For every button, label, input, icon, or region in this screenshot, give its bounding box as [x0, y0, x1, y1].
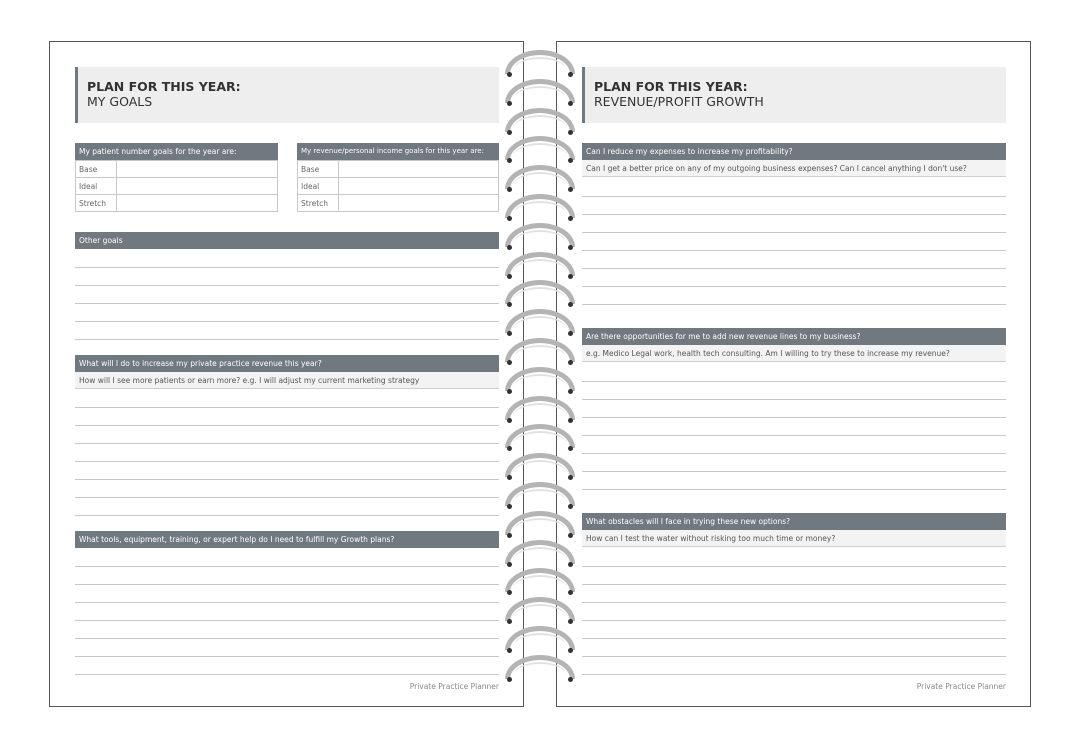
binding-hole	[507, 101, 512, 106]
right-title-sub: REVENUE/PROFIT GROWTH	[594, 94, 764, 109]
writing-line[interactable]	[582, 214, 1006, 215]
left-title-box	[75, 67, 499, 123]
left-title-sub: MY GOALS	[87, 94, 153, 109]
writing-line[interactable]	[75, 425, 499, 426]
binding-hole	[568, 360, 573, 365]
right-title-box	[582, 67, 1006, 123]
writing-line[interactable]	[582, 453, 1006, 454]
writing-line[interactable]	[582, 232, 1006, 233]
binding-hole	[507, 245, 512, 250]
writing-line[interactable]	[75, 479, 499, 480]
left-title-main: PLAN FOR THIS YEAR:	[87, 79, 241, 94]
binding-hole	[507, 533, 512, 538]
writing-line[interactable]	[75, 584, 499, 585]
writing-line[interactable]	[75, 267, 499, 268]
left-page	[49, 41, 524, 707]
binding-hole	[507, 504, 512, 509]
writing-line[interactable]	[75, 497, 499, 498]
writing-line[interactable]	[75, 321, 499, 322]
obstacles-prompt: How can I test the water without risking too much time or money?	[582, 530, 1006, 547]
writing-line[interactable]	[582, 584, 1006, 585]
binding-hole	[568, 418, 573, 423]
writing-line[interactable]	[75, 620, 499, 621]
revenue-goals-field[interactable]	[339, 178, 499, 195]
binding-hole	[568, 72, 573, 77]
writing-line[interactable]	[75, 566, 499, 567]
binding-hole	[507, 72, 512, 77]
binding-hole	[568, 274, 573, 279]
revenue-lines-prompt: e.g. Medico Legal work, health tech consulting. Am I willing to try these to increase my revenue?	[582, 345, 1006, 362]
patient-goals-field[interactable]	[117, 178, 278, 195]
writing-line[interactable]	[582, 196, 1006, 197]
revenue-goals-table	[297, 160, 499, 212]
revenue-goals-field[interactable]	[339, 161, 499, 178]
writing-line[interactable]	[582, 417, 1006, 418]
revenue-goals-header: My revenue/personal income goals for this year are:	[297, 143, 499, 160]
obstacles-header: What obstacles will I face in trying these new options?	[582, 513, 1006, 530]
writing-line[interactable]	[582, 674, 1006, 675]
revenue-lines-header: Are there opportunities for me to add new revenue lines to my business?	[582, 328, 1006, 345]
writing-line[interactable]	[582, 381, 1006, 382]
binding-hole	[568, 101, 573, 106]
right-title-main: PLAN FOR THIS YEAR:	[594, 79, 748, 94]
binding-hole	[507, 418, 512, 423]
binding-hole	[568, 677, 573, 682]
writing-line[interactable]	[582, 399, 1006, 400]
patient-goals-header: My patient number goals for the year are:	[75, 143, 278, 160]
binding-hole	[568, 216, 573, 221]
writing-line[interactable]	[582, 620, 1006, 621]
patient-goals-field[interactable]	[117, 161, 278, 178]
right-footer: Private Practice Planner	[916, 682, 1006, 691]
other-goals-header: Other goals	[75, 232, 499, 249]
right-page	[556, 41, 1031, 707]
writing-line[interactable]	[75, 407, 499, 408]
binding-hole	[568, 648, 573, 653]
patient-goals-row-label: Stretch	[76, 195, 117, 212]
binding-hole	[568, 504, 573, 509]
patient-goals-table	[75, 160, 278, 212]
writing-line[interactable]	[582, 566, 1006, 567]
writing-line[interactable]	[582, 656, 1006, 657]
writing-line[interactable]	[75, 674, 499, 675]
binding-hole	[507, 677, 512, 682]
expenses-prompt: Can I get a better price on any of my outgoing business expenses? Can I cancel anything I don't use?	[582, 160, 1006, 177]
patient-goals-field[interactable]	[117, 195, 278, 212]
writing-line[interactable]	[582, 638, 1006, 639]
writing-line[interactable]	[582, 286, 1006, 287]
writing-line[interactable]	[582, 250, 1006, 251]
writing-line[interactable]	[582, 489, 1006, 490]
revenue-goals-field[interactable]	[339, 195, 499, 212]
writing-line[interactable]	[75, 303, 499, 304]
binding-hole	[507, 216, 512, 221]
writing-line[interactable]	[75, 602, 499, 603]
writing-line[interactable]	[582, 435, 1006, 436]
writing-line[interactable]	[75, 461, 499, 462]
binding-hole	[568, 389, 573, 394]
writing-line[interactable]	[75, 285, 499, 286]
binding-hole	[568, 562, 573, 567]
binding-hole	[568, 245, 573, 250]
increase-revenue-prompt: How will I see more patients or earn more? e.g. I will adjust my current marketing strategy	[75, 372, 499, 389]
left-footer: Private Practice Planner	[409, 682, 499, 691]
patient-goals-row-label: Base	[76, 161, 117, 178]
revenue-goals-row-label: Base	[298, 161, 339, 178]
binding-hole	[507, 274, 512, 279]
writing-line[interactable]	[582, 471, 1006, 472]
writing-line[interactable]	[582, 602, 1006, 603]
expenses-header: Can I reduce my expenses to increase my profitability?	[582, 143, 1006, 160]
binding-hole	[568, 130, 573, 135]
writing-line[interactable]	[75, 656, 499, 657]
tools-header: What tools, equipment, training, or expert help do I need to fulfill my Growth plans?	[75, 531, 499, 548]
writing-line[interactable]	[75, 339, 499, 340]
revenue-goals-row-label: Stretch	[298, 195, 339, 212]
writing-line[interactable]	[75, 515, 499, 516]
binding-hole	[507, 562, 512, 567]
binding-hole	[507, 389, 512, 394]
patient-goals-row-label: Ideal	[76, 178, 117, 195]
writing-line[interactable]	[75, 443, 499, 444]
writing-line[interactable]	[582, 268, 1006, 269]
binding-hole	[507, 130, 512, 135]
writing-line[interactable]	[75, 638, 499, 639]
binding-hole	[507, 360, 512, 365]
revenue-goals-row-label: Ideal	[298, 178, 339, 195]
binding-hole	[507, 648, 512, 653]
binding-hole	[568, 533, 573, 538]
increase-revenue-header: What will I do to increase my private practice revenue this year?	[75, 355, 499, 372]
writing-line[interactable]	[582, 304, 1006, 305]
